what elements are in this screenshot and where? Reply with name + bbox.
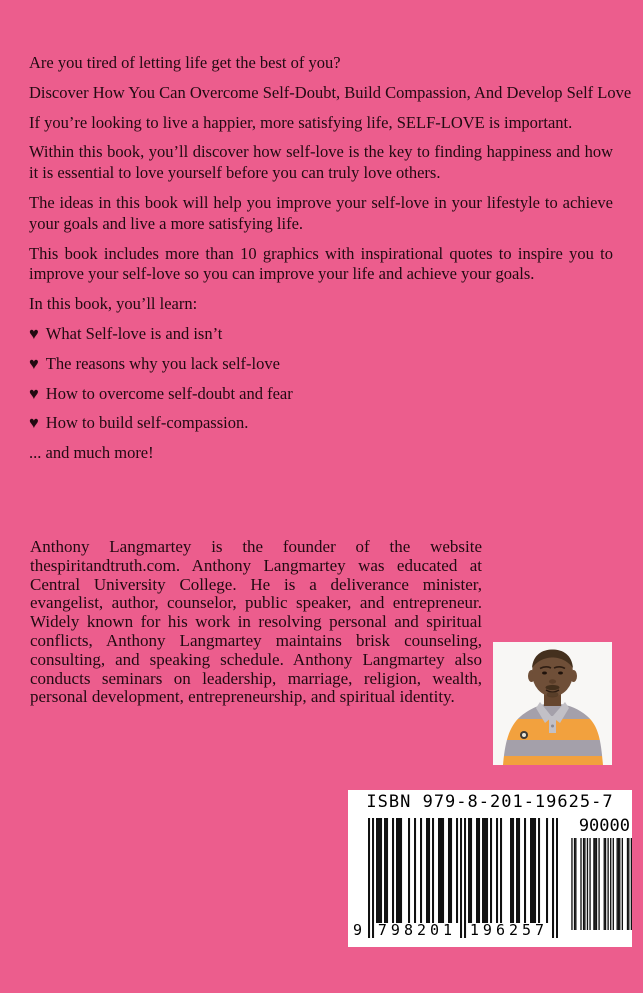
blurb-paragraph: The ideas in this book will help you improve your self-love in your lifestyle to achieve your goals and live a more satisfying life. bbox=[29, 192, 613, 233]
heart-icon: ♥ bbox=[29, 323, 39, 343]
barcode-digits-right: 196257 bbox=[469, 921, 549, 939]
bullet-text: How to build self-compassion. bbox=[45, 413, 249, 433]
bullet-item bbox=[29, 413, 613, 434]
author-photo bbox=[493, 642, 612, 765]
bullet-text: The reasons why you lack self-love bbox=[45, 353, 280, 373]
book-blurb bbox=[29, 53, 632, 473]
blurb-paragraph: If you’re looking to live a happier, more satisfying life, SELF-LOVE is important. bbox=[29, 112, 573, 132]
heart-icon: ♥ bbox=[29, 353, 39, 373]
blurb-paragraph: Are you tired of letting life get the best of you? bbox=[29, 53, 341, 72]
price-code-label: 90000 bbox=[578, 816, 630, 836]
bullet-item bbox=[29, 354, 613, 375]
heart-icon: ♥ bbox=[29, 383, 39, 403]
supplement-barcode bbox=[570, 838, 632, 930]
barcode-digits-left: 798201 bbox=[377, 921, 457, 939]
author-bio: Anthony Langmartey is the founder of the website thespiritandtruth.com. Anthony Langmartey was educated at Central University College. He is a deliverance minister, evangelist, author, counselor, public speaker, and entrepreneur. Widely known for his work in resolving personal and spiritual conflicts, Anthony Langmartey maintains brisk counseling, consulting, and speaking schedule. Anthony Langmartey also conducts seminars on leadership, marriage, religion, wealth, personal development, entrepreneurship, and spiritual identity. bbox=[30, 537, 482, 707]
heart-icon: ♥ bbox=[29, 413, 39, 433]
bullet-item bbox=[29, 324, 613, 345]
barcode-digit-first: 9 bbox=[353, 921, 363, 939]
bullet-text: How to overcome self-doubt and fear bbox=[45, 383, 293, 403]
blurb-paragraph: Discover How You Can Overcome Self-Doubt, Build Compassion, And Develop Self Love bbox=[29, 82, 632, 102]
blurb-paragraph: This book includes more than 10 graphics with inspirational quotes to inspire you to improve your self-love so you can improve your life and achieve your goals. bbox=[29, 243, 613, 284]
isbn-label: ISBN 979-8-201-19625-7 bbox=[366, 792, 614, 812]
isbn-barcode bbox=[348, 790, 632, 947]
blurb-outro: ... and much more! bbox=[29, 443, 154, 463]
blurb-paragraph: Within this book, you’ll discover how self-love is the key to finding happiness and how it is essential to love yourself before you can truly love others. bbox=[29, 142, 613, 183]
blurb-paragraph: In this book, you’ll learn: bbox=[29, 294, 198, 314]
bullet-text: What Self-love is and isn’t bbox=[45, 323, 223, 343]
bullet-item bbox=[29, 384, 613, 405]
author-portrait-graphic bbox=[493, 642, 612, 765]
ean13-barcode bbox=[368, 818, 558, 938]
